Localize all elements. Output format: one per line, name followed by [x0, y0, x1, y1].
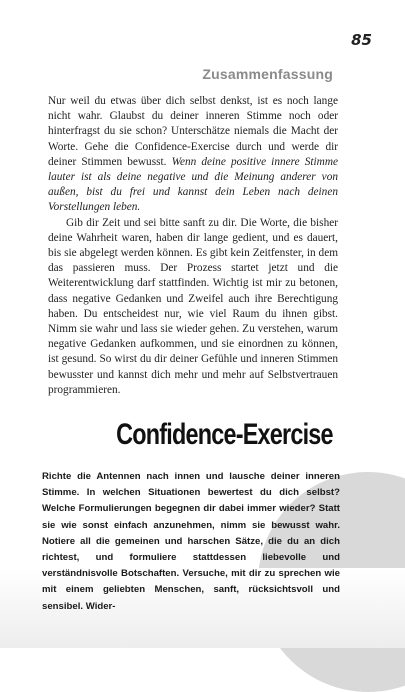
exercise-paragraph: Richte die Antennen nach innen und lausche deiner inneren Stimme. In welchen Situationen bewertest du dich selbst? Welche Formulierungen begegnen dir dabei immer wieder? Statt sie wie sonst einfach anzunehmen, nimm sie bewusst wahr. Notiere all die gemeinen und harschen Sätze, die du an dich richtest, und formuliere stattdessen liebevolle und verständnisvolle Botschaften. Versuche, mit dir zu sprechen wie mit einem geliebten Menschen, sanft, rücksichtsvoll und sensibel. Wider-	[42, 471, 340, 612]
summary-heading: Zusammenfassung	[202, 66, 333, 82]
summary-paragraph-1	[48, 94, 338, 216]
summary-paragraph-1-italic: Wenn deine positive innere Stimme lauter ist als deine negative und die Meinung anderer von außen, bist du frei und kannst dein Leben nach deinen Vorstellungen leben.	[48, 155, 338, 214]
summary-paragraph-1-text: Nur weil du etwas über dich selbst denkst, ist es noch lange nicht wahr. Glaubst du deiner inneren Stimme noch oder hinterfragst du sie schon? Unterschätze niemals die Macht der Worte. Gehe die Confidence-Exercise durch und werde dir deiner Stimmen bewusst.	[48, 95, 338, 168]
exercise-title: Confidence-Exercise	[116, 418, 333, 451]
page-number: 85	[351, 31, 372, 49]
summary-body	[48, 94, 338, 398]
summary-paragraph-2: Gib dir Zeit und sei bitte sanft zu dir. Die Worte, die bisher deine Wahrheit waren, haben dir lange gedient, und es dauert, bis sie abgelegt werden können. Es gibt kein Zeitfenster, in dem das passieren muss. Der Prozess startet jetzt und die Weiterentwicklung darf stattfinden. Wichtig ist mir zu betonen, dass negative Gedanken und Zweifel auch ihre Berechtigung haben. Du entscheidest nur, wie viel Raum du ihnen gibst. Nimm sie wahr und lass sie wieder gehen. Zu verstehen, warum negative Gedanken aufkommen, und sie einordnen zu können, ist gesund. So wirst du dir deiner Gefühle und inneren Stimmen bewusster und kannst dich mehr und mehr auf Selbstvertrauen programmieren.	[48, 216, 338, 396]
exercise-body	[42, 469, 340, 615]
